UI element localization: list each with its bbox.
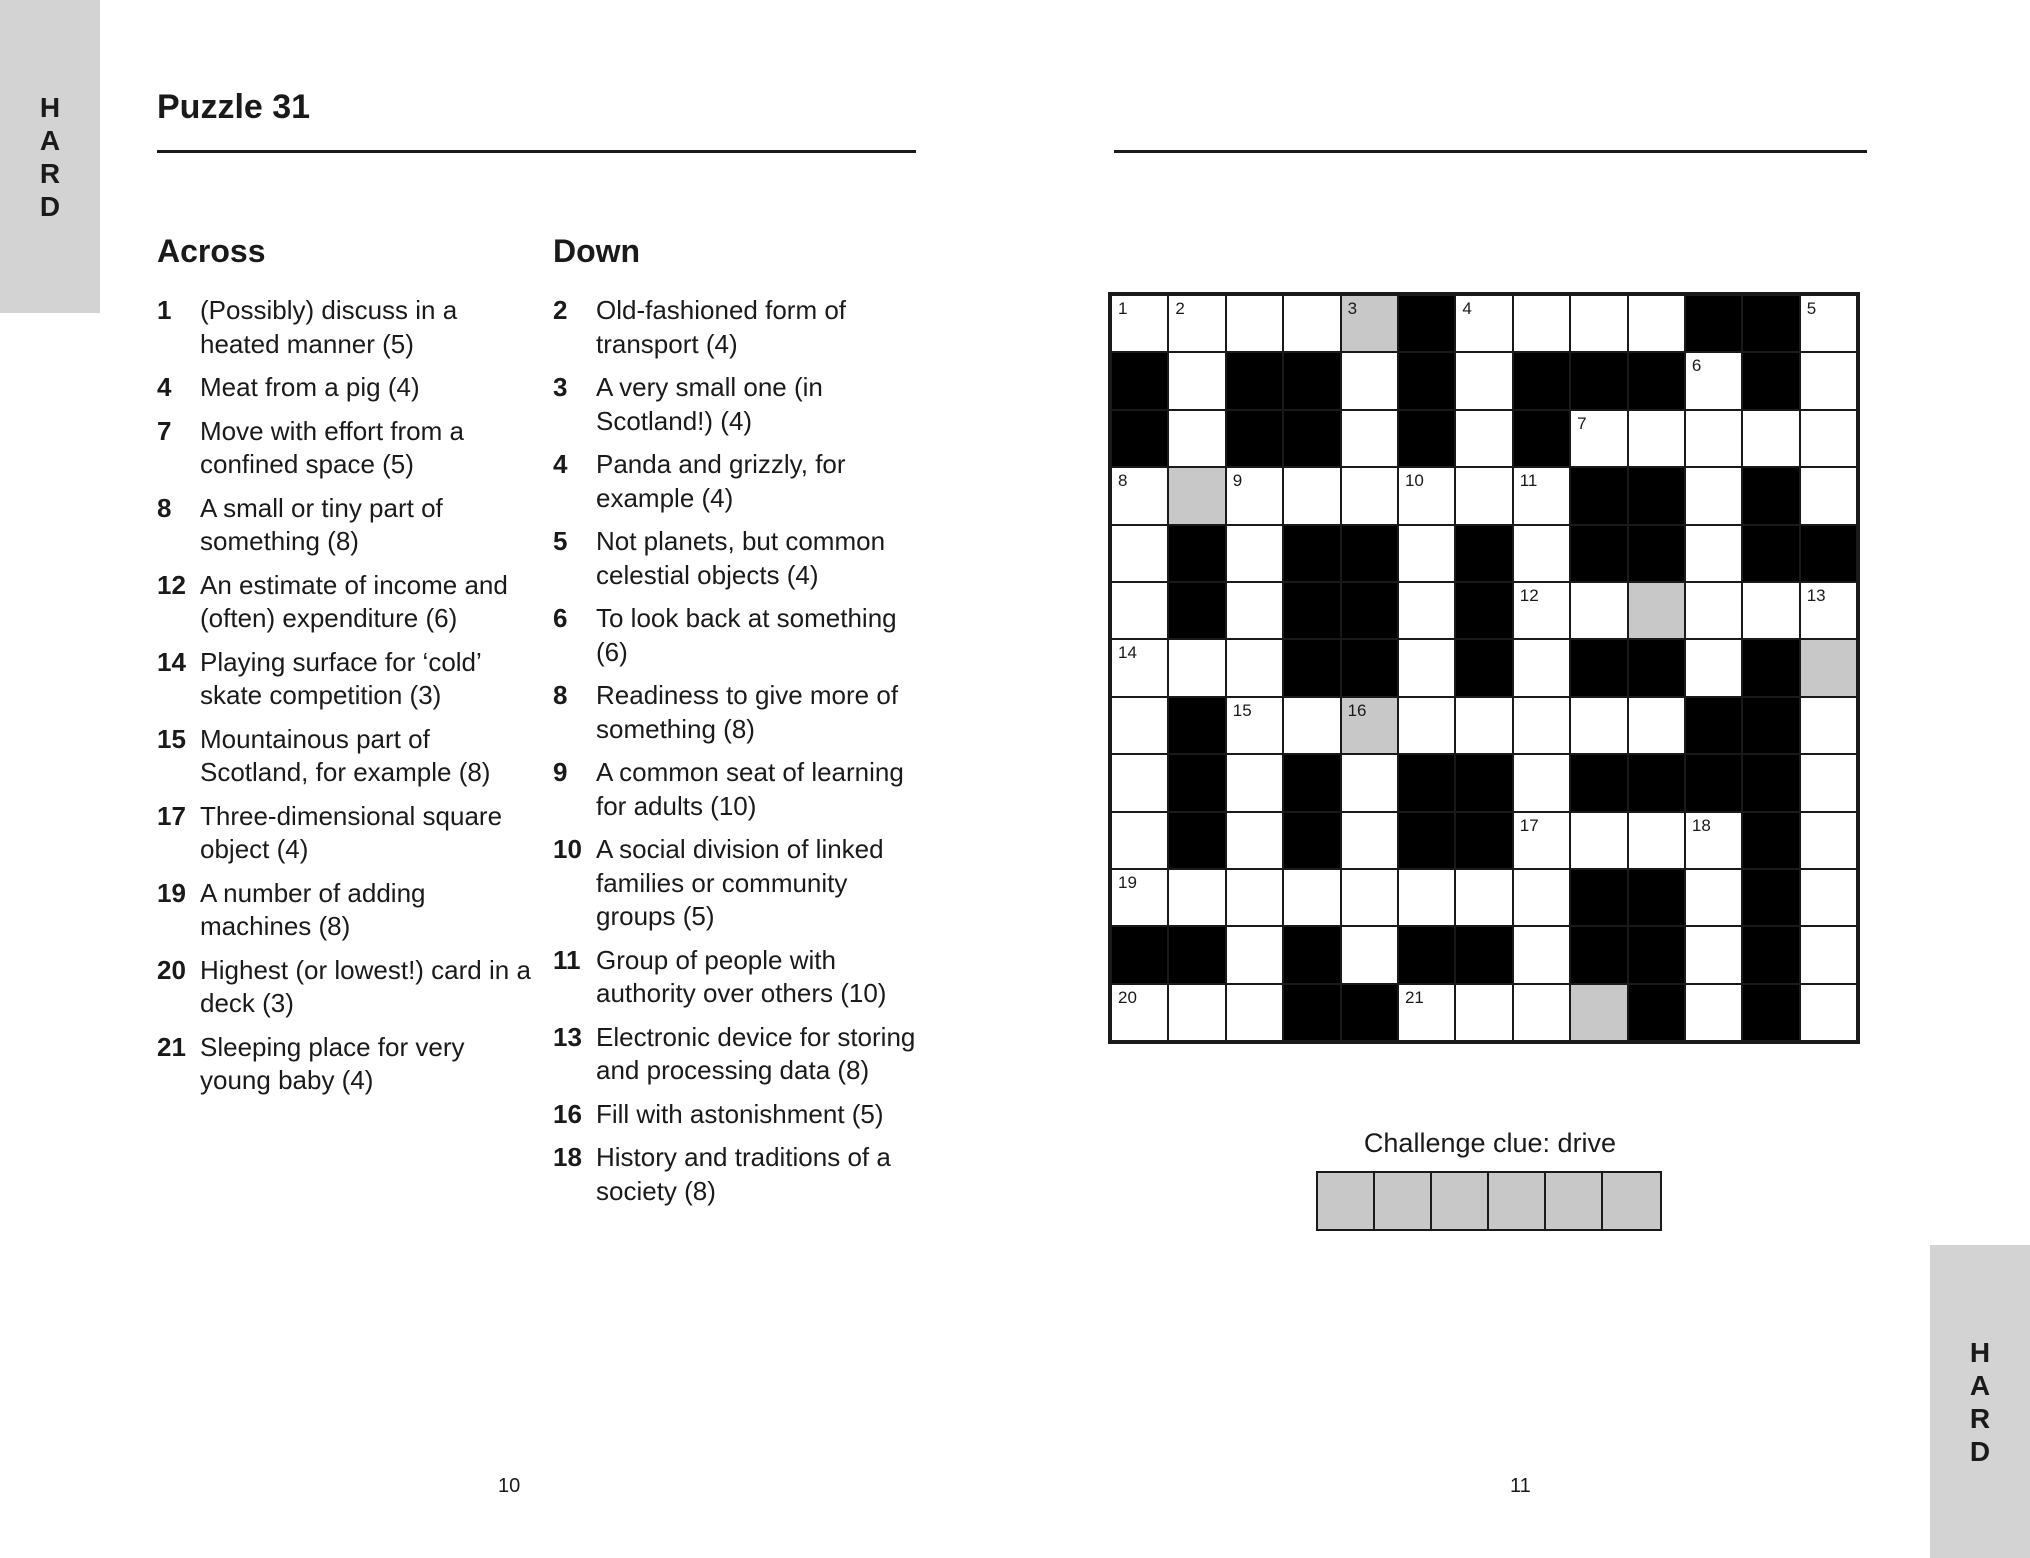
answer-cell[interactable] (1800, 352, 1857, 409)
cell-number: 11 (1519, 471, 1538, 491)
answer-cell[interactable] (1226, 869, 1283, 926)
black-square (1628, 754, 1685, 811)
clue-text: To look back at something (6) (596, 603, 897, 667)
answer-cell[interactable] (1800, 754, 1857, 811)
clue-number: 4 (157, 372, 172, 402)
answer-cell[interactable] (1800, 582, 1857, 639)
clue-text: Panda and grizzly, for example (4) (596, 449, 846, 513)
tab-letter: D (1969, 1435, 1991, 1467)
answer-cell[interactable] (1800, 467, 1857, 524)
clue-text: (Possibly) discuss in a heated manner (5) (200, 295, 458, 359)
black-square (1742, 812, 1799, 869)
black-square (1283, 812, 1340, 869)
answer-cell[interactable] (1628, 410, 1685, 467)
black-square (1742, 352, 1799, 409)
answer-cell[interactable] (1513, 926, 1570, 983)
answer-cell[interactable] (1513, 525, 1570, 582)
answer-cell[interactable] (1168, 869, 1225, 926)
answer-cell[interactable] (1513, 639, 1570, 696)
answer-cell[interactable] (1111, 525, 1168, 582)
answer-cell[interactable] (1111, 467, 1168, 524)
answer-cell[interactable] (1685, 926, 1742, 983)
answer-cell[interactable] (1283, 295, 1340, 352)
cell-number: 12 (1519, 585, 1539, 605)
across-clue (157, 492, 537, 559)
answer-cell[interactable] (1455, 984, 1512, 1041)
across-clue (157, 371, 537, 405)
answer-cell[interactable] (1800, 869, 1857, 926)
answer-cell[interactable] (1168, 295, 1225, 352)
clue-text: A number of adding machines (8) (200, 877, 426, 941)
answer-cell[interactable] (1341, 754, 1398, 811)
challenge-box[interactable] (1375, 1173, 1432, 1229)
down-clue (553, 1098, 933, 1132)
answer-cell[interactable] (1685, 984, 1742, 1041)
answer-cell[interactable] (1226, 697, 1283, 754)
black-square (1628, 525, 1685, 582)
black-square (1742, 697, 1799, 754)
black-square (1570, 352, 1627, 409)
answer-cell[interactable] (1111, 639, 1168, 696)
answer-cell[interactable] (1398, 582, 1455, 639)
down-clue (553, 679, 933, 746)
black-square (1168, 697, 1225, 754)
clue-text: An estimate of income and (often) expenditure (6) (200, 569, 508, 633)
black-square (1283, 984, 1340, 1041)
black-square (1341, 525, 1398, 582)
down-clue (553, 1021, 933, 1088)
clue-text: Readiness to give more of something (8) (596, 680, 899, 744)
shaded-answer-cell[interactable] (1341, 697, 1398, 754)
answer-cell[interactable] (1283, 467, 1340, 524)
cell-number: 2 (1175, 299, 1185, 318)
answer-cell[interactable] (1570, 582, 1627, 639)
clue-number: 7 (157, 415, 172, 446)
answer-cell[interactable] (1226, 926, 1283, 983)
black-square (1283, 926, 1340, 983)
shaded-answer-cell[interactable] (1341, 295, 1398, 352)
tab-letter: R (1969, 1402, 1991, 1434)
answer-cell[interactable] (1685, 525, 1742, 582)
black-square (1398, 812, 1455, 869)
clue-text: History and traditions of a society (8) (596, 1142, 891, 1206)
answer-cell[interactable] (1800, 410, 1857, 467)
challenge-box[interactable] (1546, 1173, 1603, 1229)
shaded-answer-cell[interactable] (1570, 984, 1627, 1041)
tab-letter: H (1969, 1336, 1991, 1368)
black-square (1226, 352, 1283, 409)
black-square (1341, 582, 1398, 639)
answer-cell[interactable] (1455, 697, 1512, 754)
clue-number: 3 (553, 372, 568, 402)
challenge-box[interactable] (1603, 1173, 1660, 1229)
black-square (1800, 525, 1857, 582)
clue-number: 4 (553, 449, 568, 479)
across-clue (157, 723, 537, 790)
black-square (1513, 352, 1570, 409)
black-square (1628, 984, 1685, 1041)
clue-number: 14 (157, 646, 186, 677)
across-clue (157, 569, 537, 636)
answer-cell[interactable] (1111, 812, 1168, 869)
clue-text: Group of people with authority over others (10) (596, 944, 887, 1008)
black-square (1398, 295, 1455, 352)
black-square (1455, 754, 1512, 811)
across-clue (157, 294, 537, 361)
answer-cell[interactable] (1341, 926, 1398, 983)
black-square (1398, 410, 1455, 467)
cell-number: 17 (1519, 815, 1539, 835)
down-clue-list (553, 294, 933, 1208)
clue-text: Fill with astonishment (5) (596, 1098, 884, 1129)
black-square (1111, 926, 1168, 983)
answer-cell[interactable] (1513, 869, 1570, 926)
black-square (1455, 926, 1512, 983)
tab-letter: R (39, 157, 61, 189)
black-square (1168, 582, 1225, 639)
clue-number: 6 (553, 603, 568, 633)
answer-cell[interactable] (1168, 639, 1225, 696)
black-square (1685, 754, 1742, 811)
answer-cell[interactable] (1570, 410, 1627, 467)
answer-cell[interactable] (1570, 295, 1627, 352)
black-square (1742, 926, 1799, 983)
answer-cell[interactable] (1455, 352, 1512, 409)
black-square (1570, 869, 1627, 926)
cell-number: 20 (1118, 987, 1137, 1007)
black-square (1570, 926, 1627, 983)
black-square (1742, 754, 1799, 811)
answer-cell[interactable] (1628, 697, 1685, 754)
black-square (1742, 467, 1799, 524)
down-clue (553, 294, 933, 361)
black-square (1341, 639, 1398, 696)
clue-text: A small or tiny part of something (8) (200, 492, 443, 556)
answer-cell[interactable] (1398, 697, 1455, 754)
black-square (1283, 352, 1340, 409)
clue-text: Playing surface for ‘cold’ skate competition (3) (200, 646, 481, 710)
challenge-box[interactable] (1432, 1173, 1489, 1229)
answer-cell[interactable] (1283, 697, 1340, 754)
tab-letter: D (39, 190, 61, 222)
black-square (1283, 525, 1340, 582)
answer-cell[interactable] (1800, 926, 1857, 983)
across-clues (157, 228, 537, 1108)
black-square (1455, 812, 1512, 869)
answer-cell[interactable] (1570, 812, 1627, 869)
black-square (1628, 352, 1685, 409)
clue-number: 8 (553, 680, 568, 710)
black-square (1685, 697, 1742, 754)
cell-number: 19 (1118, 872, 1137, 892)
answer-cell[interactable] (1283, 869, 1340, 926)
cell-number: 21 (1404, 987, 1424, 1007)
answer-cell[interactable] (1513, 295, 1570, 352)
clue-number: 15 (157, 723, 186, 754)
clue-text: Move with effort from a confined space (5) (200, 415, 464, 479)
shaded-answer-cell[interactable] (1800, 639, 1857, 696)
answer-cell[interactable] (1685, 812, 1742, 869)
clue-number: 21 (157, 1031, 186, 1062)
answer-cell[interactable] (1685, 352, 1742, 409)
difficulty-tab-right (1930, 1245, 2030, 1558)
clue-text: A common seat of learning for adults (10) (596, 757, 904, 821)
answer-cell[interactable] (1685, 582, 1742, 639)
cell-number: 6 (1691, 356, 1702, 376)
answer-cell[interactable] (1226, 467, 1283, 524)
challenge-answer-boxes (1316, 1171, 1662, 1231)
down-clue (553, 371, 933, 438)
answer-cell[interactable] (1226, 525, 1283, 582)
answer-cell[interactable] (1742, 410, 1799, 467)
answer-cell[interactable] (1800, 812, 1857, 869)
shaded-answer-cell[interactable] (1628, 582, 1685, 639)
answer-cell[interactable] (1685, 639, 1742, 696)
cell-number: 10 (1404, 471, 1424, 491)
clue-text: Mountainous part of Scotland, for example (8) (200, 723, 491, 787)
answer-cell[interactable] (1111, 984, 1168, 1041)
across-clue (157, 1031, 537, 1098)
answer-cell[interactable] (1685, 467, 1742, 524)
puzzle-title: Puzzle 31 (157, 88, 311, 126)
down-heading: Down (553, 233, 641, 269)
answer-cell[interactable] (1111, 754, 1168, 811)
clue-number: 5 (553, 526, 568, 556)
down-clues (553, 228, 933, 1218)
clue-number: 9 (553, 757, 568, 787)
clue-number: 10 (553, 834, 582, 864)
answer-cell[interactable] (1341, 812, 1398, 869)
down-clue (553, 833, 933, 934)
answer-cell[interactable] (1111, 295, 1168, 352)
cell-number: 9 (1232, 471, 1243, 491)
answer-cell[interactable] (1513, 467, 1570, 524)
answer-cell[interactable] (1455, 467, 1512, 524)
answer-cell[interactable] (1800, 984, 1857, 1041)
black-square (1398, 926, 1455, 983)
challenge-box[interactable] (1489, 1173, 1546, 1229)
across-clue (157, 646, 537, 713)
answer-cell[interactable] (1341, 410, 1398, 467)
down-clue (553, 602, 933, 669)
answer-cell[interactable] (1455, 869, 1512, 926)
answer-cell[interactable] (1341, 467, 1398, 524)
title-rule-left (157, 150, 916, 153)
clue-text: Electronic device for storing and processing data (8) (596, 1021, 916, 1085)
black-square (1111, 410, 1168, 467)
cell-number: 1 (1118, 299, 1128, 318)
clue-number: 8 (157, 492, 172, 523)
answer-cell[interactable] (1226, 582, 1283, 639)
black-square (1628, 926, 1685, 983)
answer-cell[interactable] (1570, 697, 1627, 754)
clue-number: 17 (157, 800, 186, 831)
black-square (1168, 525, 1225, 582)
answer-cell[interactable] (1111, 697, 1168, 754)
answer-cell[interactable] (1226, 639, 1283, 696)
black-square (1628, 467, 1685, 524)
answer-cell[interactable] (1111, 582, 1168, 639)
clue-number: 13 (553, 1021, 582, 1052)
answer-cell[interactable] (1168, 984, 1225, 1041)
across-clue (157, 877, 537, 944)
black-square (1398, 754, 1455, 811)
answer-cell[interactable] (1398, 984, 1455, 1041)
cell-number: 3 (1347, 299, 1358, 318)
black-square (1398, 352, 1455, 409)
black-square (1742, 525, 1799, 582)
answer-cell[interactable] (1398, 525, 1455, 582)
down-clue (553, 1141, 933, 1208)
answer-cell[interactable] (1226, 295, 1283, 352)
answer-cell[interactable] (1628, 295, 1685, 352)
cell-number: 13 (1806, 585, 1826, 605)
black-square (1570, 754, 1627, 811)
black-square (1283, 754, 1340, 811)
across-clue-list (157, 294, 537, 1098)
cell-number: 5 (1806, 299, 1817, 318)
answer-cell[interactable] (1111, 869, 1168, 926)
black-square (1168, 926, 1225, 983)
cell-number: 18 (1691, 815, 1711, 835)
across-clue (157, 415, 537, 482)
challenge-box[interactable] (1318, 1173, 1375, 1229)
cell-number: 16 (1347, 700, 1367, 720)
black-square (1628, 869, 1685, 926)
black-square (1455, 639, 1512, 696)
clue-text: Old-fashioned form of transport (4) (596, 295, 847, 359)
black-square (1570, 525, 1627, 582)
answer-cell[interactable] (1226, 754, 1283, 811)
answer-cell[interactable] (1742, 582, 1799, 639)
cell-number: 7 (1577, 413, 1587, 433)
black-square (1283, 639, 1340, 696)
black-square (1742, 869, 1799, 926)
answer-cell[interactable] (1341, 869, 1398, 926)
down-clue (553, 448, 933, 515)
cell-number: 4 (1462, 299, 1472, 318)
answer-cell[interactable] (1513, 812, 1570, 869)
clue-text: Not planets, but common celestial objects (4) (596, 526, 886, 590)
black-square (1341, 984, 1398, 1041)
black-square (1111, 352, 1168, 409)
down-clue (553, 756, 933, 823)
answer-cell[interactable] (1341, 352, 1398, 409)
across-clue (157, 800, 537, 867)
answer-cell[interactable] (1513, 754, 1570, 811)
answer-cell[interactable] (1398, 639, 1455, 696)
tab-letter: H (39, 91, 61, 123)
title-rule-right (1114, 150, 1867, 153)
answer-cell[interactable] (1226, 984, 1283, 1041)
clue-number: 19 (157, 877, 186, 908)
black-square (1455, 582, 1512, 639)
black-square (1742, 639, 1799, 696)
black-square (1513, 410, 1570, 467)
answer-cell[interactable] (1398, 467, 1455, 524)
answer-cell[interactable] (1800, 697, 1857, 754)
crossword-grid (1108, 292, 1860, 1044)
answer-cell[interactable] (1513, 697, 1570, 754)
answer-cell[interactable] (1455, 295, 1512, 352)
down-clue (553, 525, 933, 592)
answer-cell[interactable] (1800, 295, 1857, 352)
answer-cell[interactable] (1168, 352, 1225, 409)
black-square (1742, 295, 1799, 352)
clue-number: 11 (553, 944, 581, 975)
black-square (1742, 984, 1799, 1041)
down-clue (553, 944, 933, 1011)
challenge-clue-label: Challenge clue: drive (1363, 1128, 1617, 1158)
across-heading: Across (157, 233, 266, 269)
answer-cell[interactable] (1226, 812, 1283, 869)
answer-cell[interactable] (1168, 410, 1225, 467)
clue-text: Sleeping place for very young baby (4) (200, 1031, 465, 1095)
clue-text: Highest (or lowest!) card in a deck (3) (200, 954, 531, 1018)
black-square (1226, 410, 1283, 467)
tab-letter: A (39, 124, 61, 156)
tab-letter: A (1969, 1369, 1991, 1401)
across-clue (157, 954, 537, 1021)
page-number-left: 10 (498, 1475, 521, 1497)
clue-text: A social division of linked families or community groups (5) (596, 834, 884, 931)
shaded-answer-cell[interactable] (1168, 467, 1225, 524)
clue-number: 1 (157, 295, 172, 325)
black-square (1283, 410, 1340, 467)
clue-number: 2 (553, 295, 568, 325)
black-square (1570, 639, 1627, 696)
black-square (1685, 295, 1742, 352)
clue-number: 18 (553, 1142, 582, 1172)
black-square (1570, 467, 1627, 524)
answer-cell[interactable] (1513, 582, 1570, 639)
black-square (1168, 754, 1225, 811)
answer-cell[interactable] (1513, 984, 1570, 1041)
black-square (1168, 812, 1225, 869)
answer-cell[interactable] (1455, 410, 1512, 467)
black-square (1283, 582, 1340, 639)
clue-number: 16 (553, 1098, 582, 1129)
clue-text: A very small one (in Scotland!) (4) (596, 372, 823, 436)
black-square (1628, 639, 1685, 696)
cell-number: 8 (1118, 471, 1128, 491)
answer-cell[interactable] (1628, 812, 1685, 869)
cell-number: 15 (1232, 700, 1252, 720)
page-number-right: 11 (1510, 1475, 1531, 1497)
cell-number: 14 (1118, 643, 1137, 663)
black-square (1455, 525, 1512, 582)
answer-cell[interactable] (1685, 869, 1742, 926)
clue-number: 20 (157, 954, 186, 985)
answer-cell[interactable] (1685, 410, 1742, 467)
answer-cell[interactable] (1398, 869, 1455, 926)
clue-text: Three-dimensional square object (4) (200, 800, 503, 864)
clue-number: 12 (157, 569, 186, 600)
clue-text: Meat from a pig (4) (200, 372, 420, 402)
difficulty-tab-left (0, 0, 100, 313)
